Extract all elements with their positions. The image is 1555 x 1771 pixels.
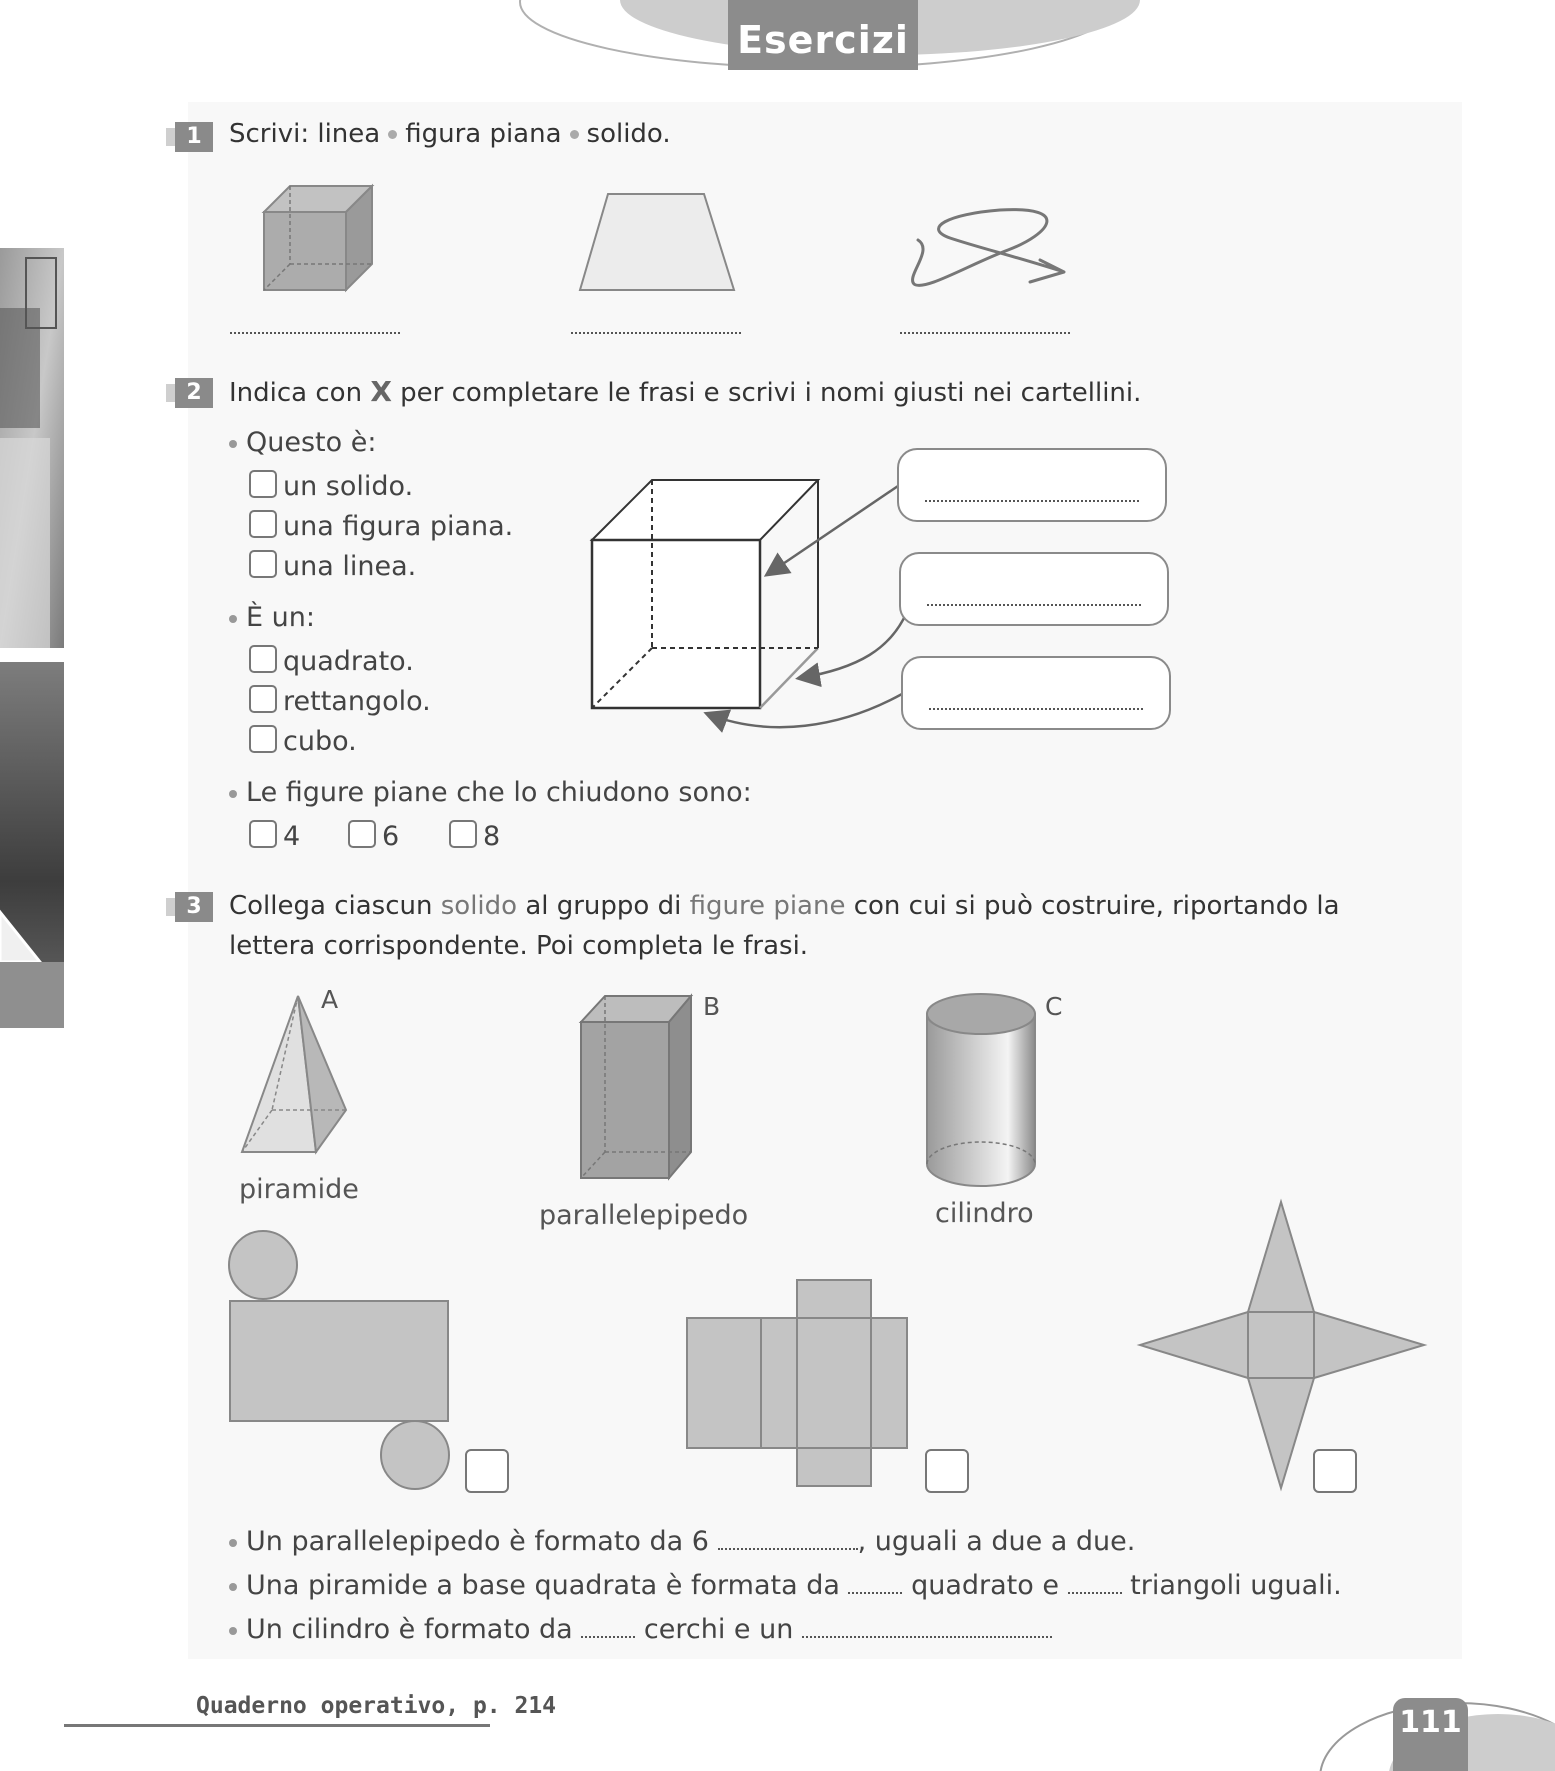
fill-blank[interactable]: [1068, 1591, 1122, 1594]
question-3-label: Le figure piane che lo chiudono sono:: [229, 777, 752, 808]
page-title: Esercizi: [728, 0, 918, 70]
option-4[interactable]: 4: [249, 820, 300, 852]
question-2-label: È un:: [229, 602, 315, 633]
label-card-3[interactable]: [901, 656, 1171, 730]
checkbox[interactable]: [249, 550, 277, 578]
checkbox[interactable]: [249, 725, 277, 753]
label-card-1[interactable]: [897, 448, 1167, 522]
answer-line-1c[interactable]: [900, 332, 1070, 334]
exercise-2-number: 2: [175, 378, 213, 408]
exercise-1-instruction: Scrivi: linea figura piana solido.: [229, 119, 671, 149]
answer-box-cylinder-net[interactable]: [465, 1449, 509, 1493]
solid-letter-a: A: [321, 985, 339, 1014]
option-rettangolo[interactable]: rettangolo.: [249, 685, 431, 717]
option-6[interactable]: 6: [348, 820, 399, 852]
fill-blank[interactable]: [802, 1635, 1052, 1638]
pyramid-net: [1136, 1198, 1428, 1492]
option-8[interactable]: 8: [449, 820, 500, 852]
checkbox[interactable]: [249, 685, 277, 713]
question-1-label: Questo è:: [229, 427, 376, 458]
fill-blank[interactable]: [848, 1591, 902, 1594]
parallelepiped-illustration: [579, 994, 694, 1180]
solid-letter-c: C: [1045, 992, 1063, 1021]
side-photo-egypt: [0, 248, 64, 648]
sentence-1: Un parallelepipedo è formato da 6 , uguali a due a due.: [229, 1526, 1135, 1557]
checkbox[interactable]: [449, 820, 477, 848]
checkbox[interactable]: [249, 510, 277, 538]
option-solido[interactable]: un solido.: [249, 470, 413, 502]
checkbox[interactable]: [249, 470, 277, 498]
page-number: 111: [1393, 1698, 1468, 1771]
cube-shaded-illustration: [262, 184, 374, 294]
exercise-3-instruction: Collega ciascun solido al gruppo di figure piane con cui si può costruire, riportando la lettera corrispondente. Poi completa le frasi.: [229, 891, 1340, 961]
option-linea[interactable]: una linea.: [249, 550, 416, 582]
workbook-reference: Quaderno operativo, p. 214: [196, 1693, 557, 1719]
fill-blank[interactable]: [718, 1547, 858, 1550]
solid-name-parallelepipedo: parallelepipedo: [539, 1200, 749, 1231]
option-quadrato[interactable]: quadrato.: [249, 645, 414, 677]
checkbox[interactable]: [249, 820, 277, 848]
answer-box-pyramid-net[interactable]: [1313, 1449, 1357, 1493]
answer-box-parallelepiped-net[interactable]: [925, 1449, 969, 1493]
option-cubo[interactable]: cubo.: [249, 725, 357, 757]
fill-blank[interactable]: [581, 1635, 635, 1638]
cylinder-net: [228, 1230, 453, 1490]
pyramid-illustration: [240, 994, 348, 1156]
exercise-2-instruction: Indica con X per completare le frasi e scrivi i nomi giusti nei cartellini.: [229, 375, 1142, 408]
solid-letter-b: B: [703, 992, 721, 1021]
exercise-3-number: 3: [175, 892, 213, 922]
solid-name-cilindro: cilindro: [935, 1198, 1034, 1229]
checkbox[interactable]: [348, 820, 376, 848]
sentence-3: Un cilindro è formato da cerchi e un: [229, 1614, 1052, 1645]
parallelepiped-net: [685, 1278, 910, 1488]
solid-name-piramide: piramide: [239, 1174, 359, 1205]
trapezoid-illustration: [578, 192, 736, 292]
footer-divider: [64, 1724, 490, 1727]
exercise-1-number: 1: [175, 122, 213, 152]
answer-line-1b[interactable]: [571, 332, 741, 334]
cylinder-illustration: [925, 992, 1037, 1190]
side-photo-pyramid: [0, 662, 64, 1028]
sentence-2: Una piramide a base quadrata è formata da quadrato e triangoli uguali.: [229, 1570, 1342, 1601]
checkbox[interactable]: [249, 645, 277, 673]
option-figura-piana[interactable]: una figura piana.: [249, 510, 513, 542]
label-card-2[interactable]: [899, 552, 1169, 626]
wireframe-cube-with-arrows: [590, 478, 910, 748]
curved-line-illustration: [900, 206, 1068, 290]
answer-line-1a[interactable]: [230, 332, 400, 334]
